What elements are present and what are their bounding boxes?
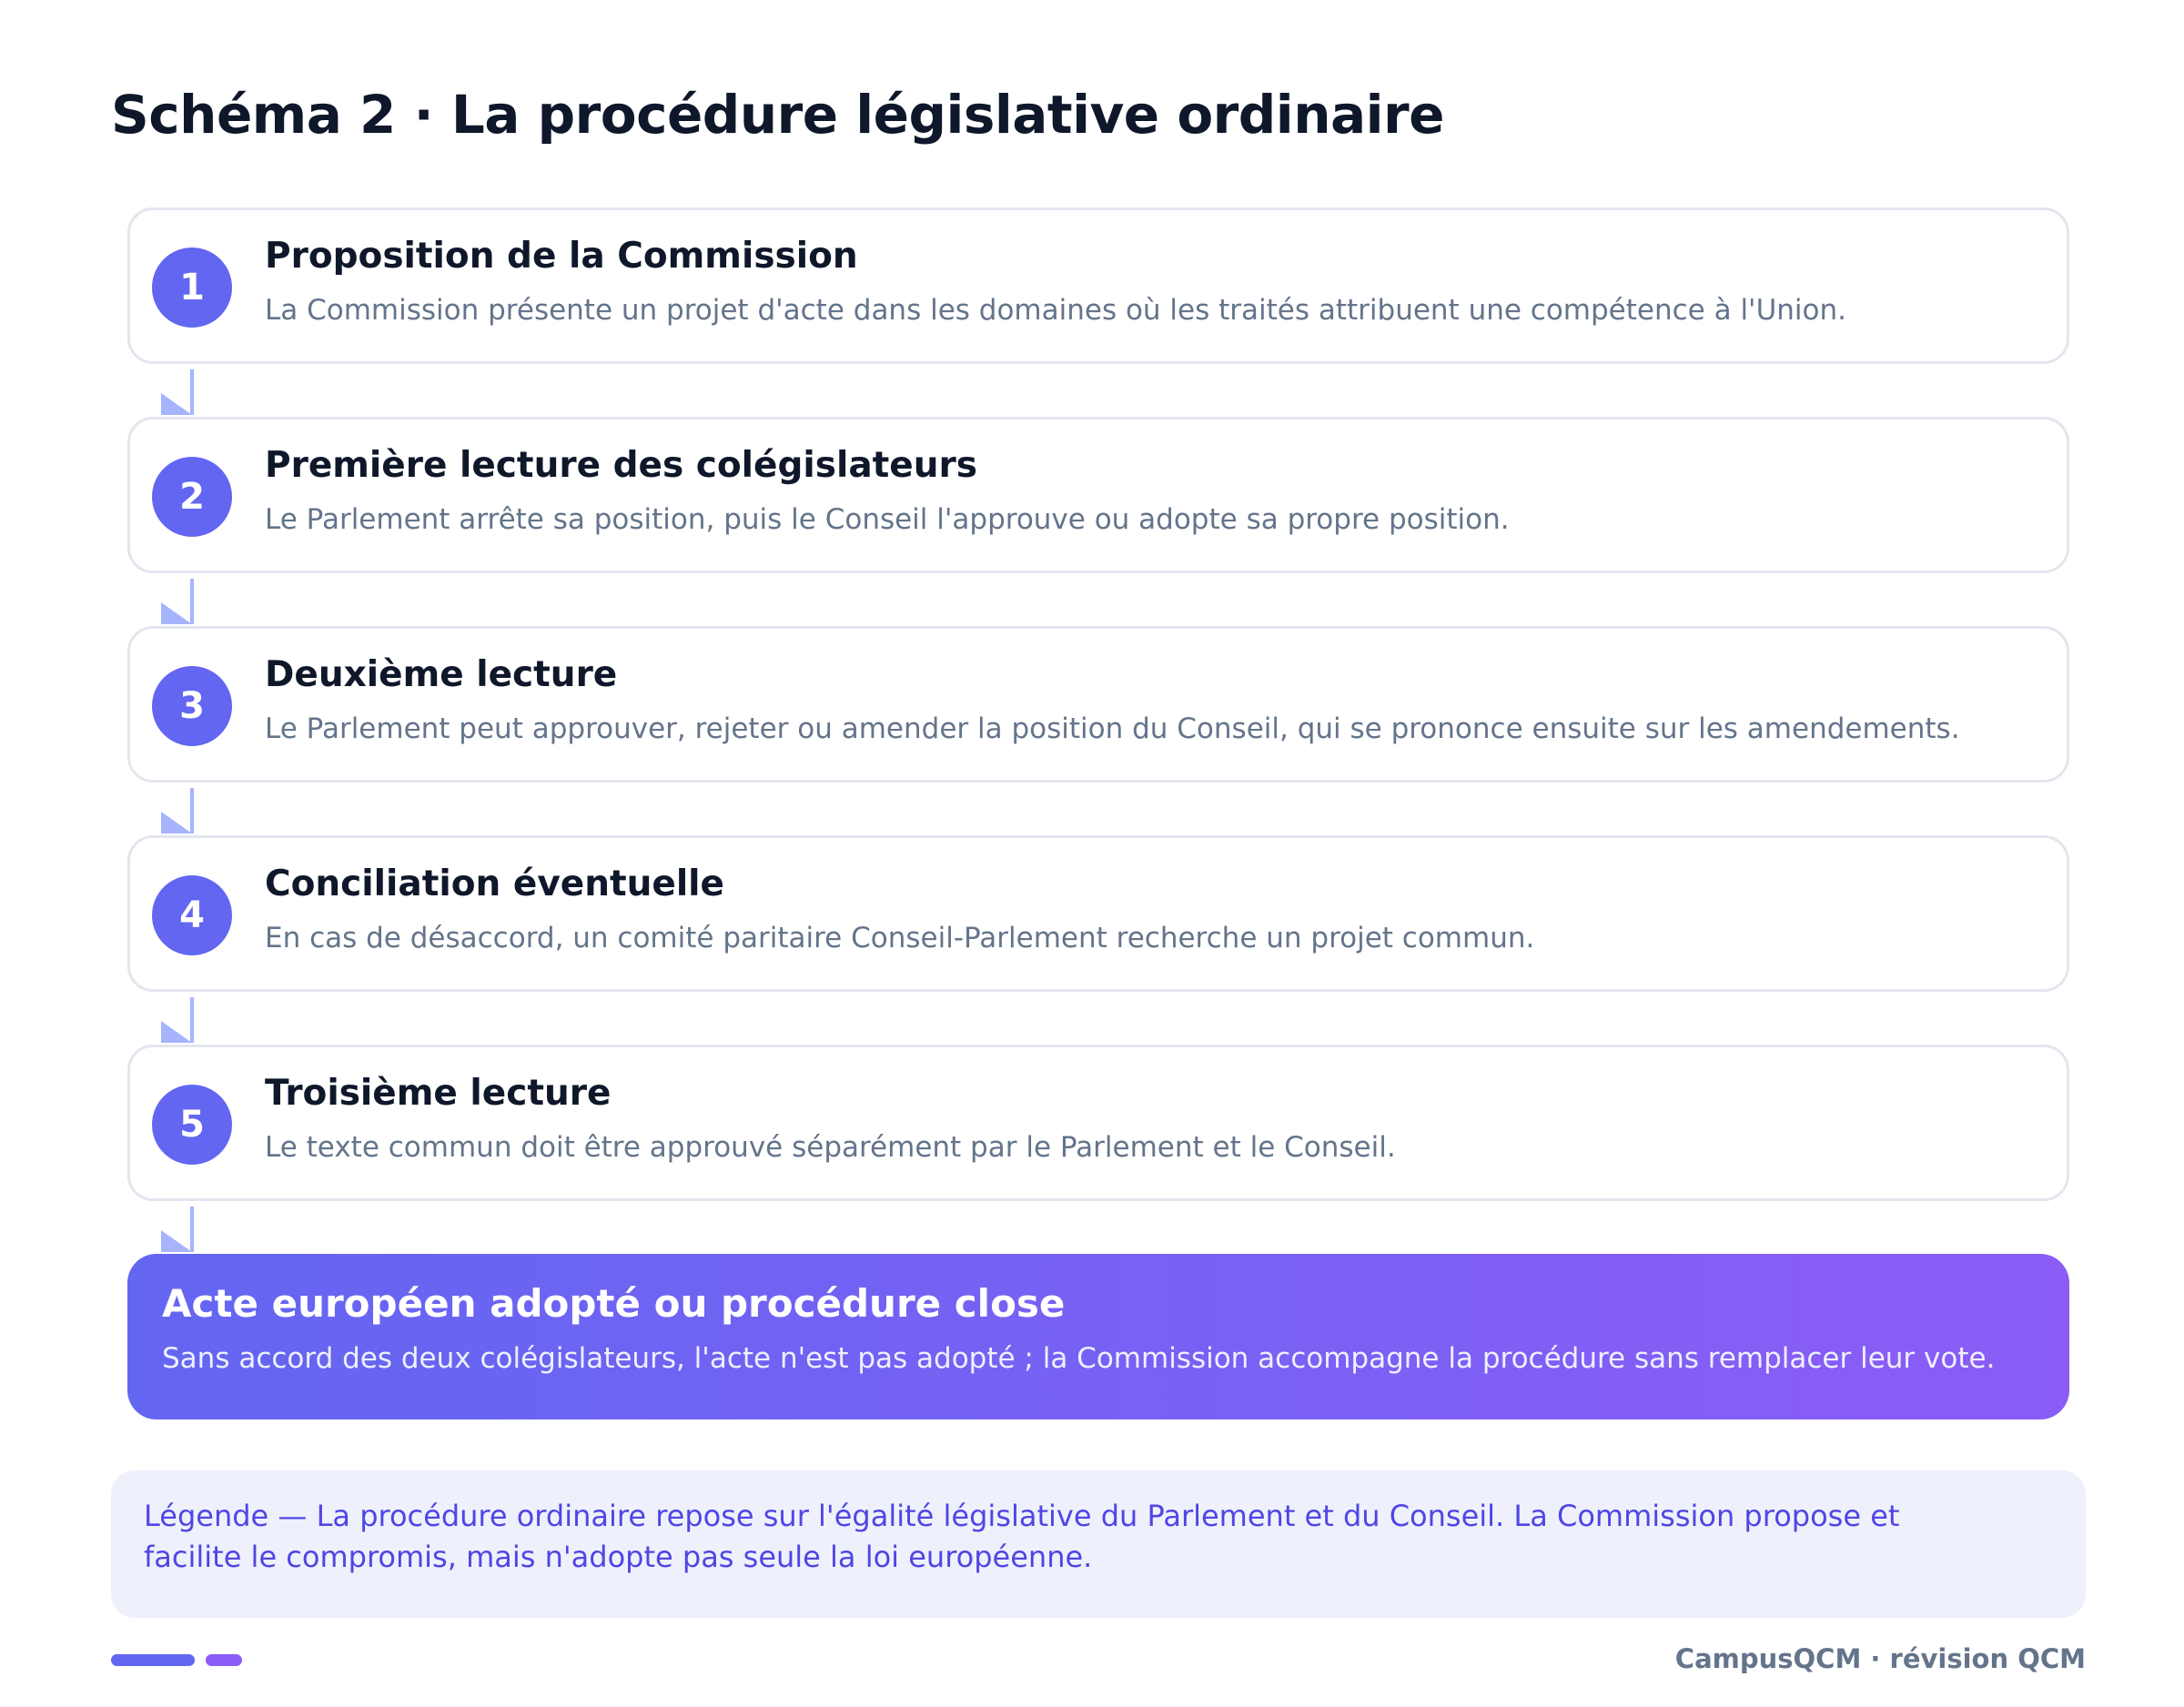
step-card-4: [127, 835, 2069, 992]
step-number-badge: 2: [152, 457, 232, 537]
step-description: Le Parlement arrête sa position, puis le Conseil l'approuve ou adopte sa propre position.: [265, 503, 1510, 536]
legend-text: Légende — La procédure ordinaire repose sur l'égalité législative du Parlement et du Conseil. La Commission propose et facilite le compromis, mais n'adopte pas seule la loi européenne.: [144, 1499, 1900, 1574]
step-card-1: [127, 207, 2069, 364]
footer-brand: CampusQCM · révision QCM: [1674, 1643, 2086, 1674]
connector-arrow-icon: [161, 788, 201, 839]
connector-arrow-icon: [161, 1207, 201, 1258]
result-card: [127, 1254, 2069, 1419]
page-title: Schéma 2 · La procédure législative ordinaire: [111, 84, 1444, 146]
result-description: Sans accord des deux colégislateurs, l'acte n'est pas adopté ; la Commission accompagne la procédure sans remplacer leur vote.: [162, 1342, 1996, 1375]
step-card-5: [127, 1045, 2069, 1201]
step-title: Deuxième lecture: [265, 654, 618, 695]
step-description: Le Parlement peut approuver, rejeter ou amender la position du Conseil, qui se prononce ensuite sur les amendements.: [265, 712, 1960, 745]
step-title: Troisième lecture: [265, 1073, 612, 1114]
step-title: Première lecture des colégislateurs: [265, 445, 977, 486]
step-description: En cas de désaccord, un comité paritaire Conseil-Parlement recherche un projet commun.: [265, 922, 1535, 955]
step-number-badge: 3: [152, 666, 232, 746]
step-description: Le texte commun doit être approuvé séparément par le Parlement et le Conseil.: [265, 1131, 1396, 1164]
step-number-badge: 5: [152, 1085, 232, 1165]
footer-accent-bar: [111, 1654, 195, 1666]
connector-arrow-icon: [161, 997, 201, 1048]
connector-arrow-icon: [161, 579, 201, 630]
step-title: Conciliation éventuelle: [265, 864, 725, 904]
step-title: Proposition de la Commission: [265, 236, 858, 277]
step-number-badge: 1: [152, 247, 232, 328]
step-number-badge: 4: [152, 875, 232, 955]
result-title: Acte européen adopté ou procédure close: [162, 1281, 1066, 1326]
procedure-steps: [127, 207, 2069, 1254]
footer-accent-bar-secondary: [206, 1654, 242, 1666]
legend-box: [111, 1470, 2086, 1618]
connector-arrow-icon: [161, 369, 201, 420]
step-card-3: [127, 626, 2069, 783]
step-card-2: [127, 417, 2069, 573]
step-description: La Commission présente un projet d'acte dans les domaines où les traités attribuent une compétence à l'Union.: [265, 294, 1846, 327]
